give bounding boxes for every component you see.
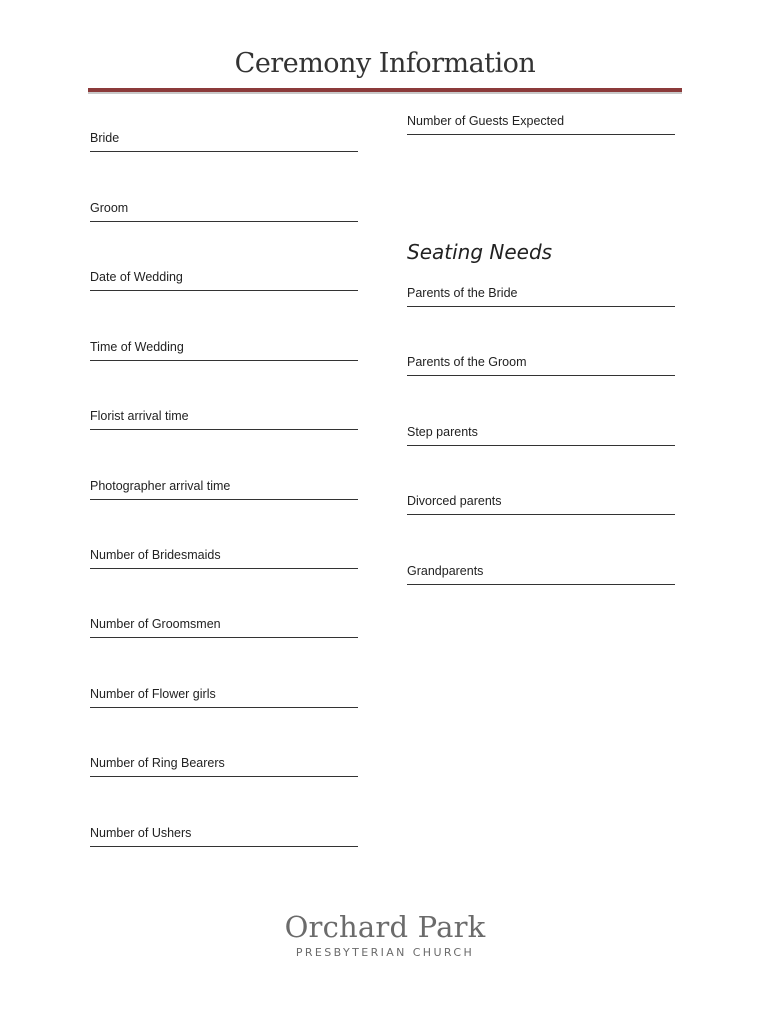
fill-line[interactable]	[90, 360, 358, 361]
ring-bearers-field[interactable]	[90, 754, 360, 777]
field-label: Number of Ring Bearers	[90, 756, 225, 770]
groom-field[interactable]	[90, 199, 360, 222]
grandparents-field[interactable]	[407, 562, 677, 585]
field-label: Number of Bridesmaids	[90, 548, 221, 562]
logo-subtitle: PRESBYTERIAN CHURCH	[295, 946, 475, 959]
fill-line[interactable]	[90, 568, 358, 569]
ushers-field[interactable]	[90, 824, 360, 847]
fill-line[interactable]	[90, 429, 358, 430]
parents-of-bride-field[interactable]	[407, 284, 677, 307]
church-logo	[270, 910, 500, 959]
field-label: Bride	[90, 131, 120, 145]
page-title: Ceremony Information	[234, 48, 536, 79]
fill-line[interactable]	[90, 290, 358, 291]
field-label: Groom	[90, 201, 129, 215]
guests-expected-field[interactable]	[407, 112, 677, 135]
field-label: Date of Wedding	[90, 270, 183, 284]
fill-line[interactable]	[90, 499, 358, 500]
fill-line[interactable]	[407, 514, 675, 515]
parents-of-groom-field[interactable]	[407, 353, 677, 376]
field-label: Time of Wedding	[90, 340, 184, 354]
fill-line[interactable]	[90, 151, 358, 152]
fill-line[interactable]	[90, 707, 358, 708]
field-label: Grandparents	[407, 564, 484, 578]
fill-line[interactable]	[90, 637, 358, 638]
time-of-wedding-field[interactable]	[90, 338, 360, 361]
fill-line[interactable]	[407, 445, 675, 446]
field-label: Photographer arrival time	[90, 479, 231, 493]
fill-line[interactable]	[407, 584, 675, 585]
bride-field[interactable]	[90, 129, 360, 152]
field-label: Parents of the Bride	[407, 286, 518, 300]
fill-line[interactable]	[90, 776, 358, 777]
divorced-parents-field[interactable]	[407, 492, 677, 515]
florist-arrival-field[interactable]	[90, 407, 360, 430]
title-rule-shadow	[88, 92, 682, 94]
date-of-wedding-field[interactable]	[90, 268, 360, 291]
bridesmaids-field[interactable]	[90, 546, 360, 569]
fill-line[interactable]	[90, 846, 358, 847]
field-label: Florist arrival time	[90, 409, 189, 423]
step-parents-field[interactable]	[407, 423, 677, 446]
fill-line[interactable]	[407, 375, 675, 376]
field-label: Divorced parents	[407, 494, 502, 508]
field-label: Step parents	[407, 425, 478, 439]
fill-line[interactable]	[90, 221, 358, 222]
fill-line[interactable]	[407, 134, 675, 135]
field-label: Number of Guests Expected	[407, 114, 565, 128]
logo-name: Orchard Park	[284, 910, 486, 944]
field-label: Parents of the Groom	[407, 355, 527, 369]
field-label: Number of Ushers	[90, 826, 192, 840]
field-label: Number of Flower girls	[90, 687, 216, 701]
seating-needs-heading: Seating Needs	[407, 240, 553, 264]
fill-line[interactable]	[407, 306, 675, 307]
groomsmen-field[interactable]	[90, 615, 360, 638]
flower-girls-field[interactable]	[90, 685, 360, 708]
photographer-arrival-field[interactable]	[90, 477, 360, 500]
field-label: Number of Groomsmen	[90, 617, 221, 631]
